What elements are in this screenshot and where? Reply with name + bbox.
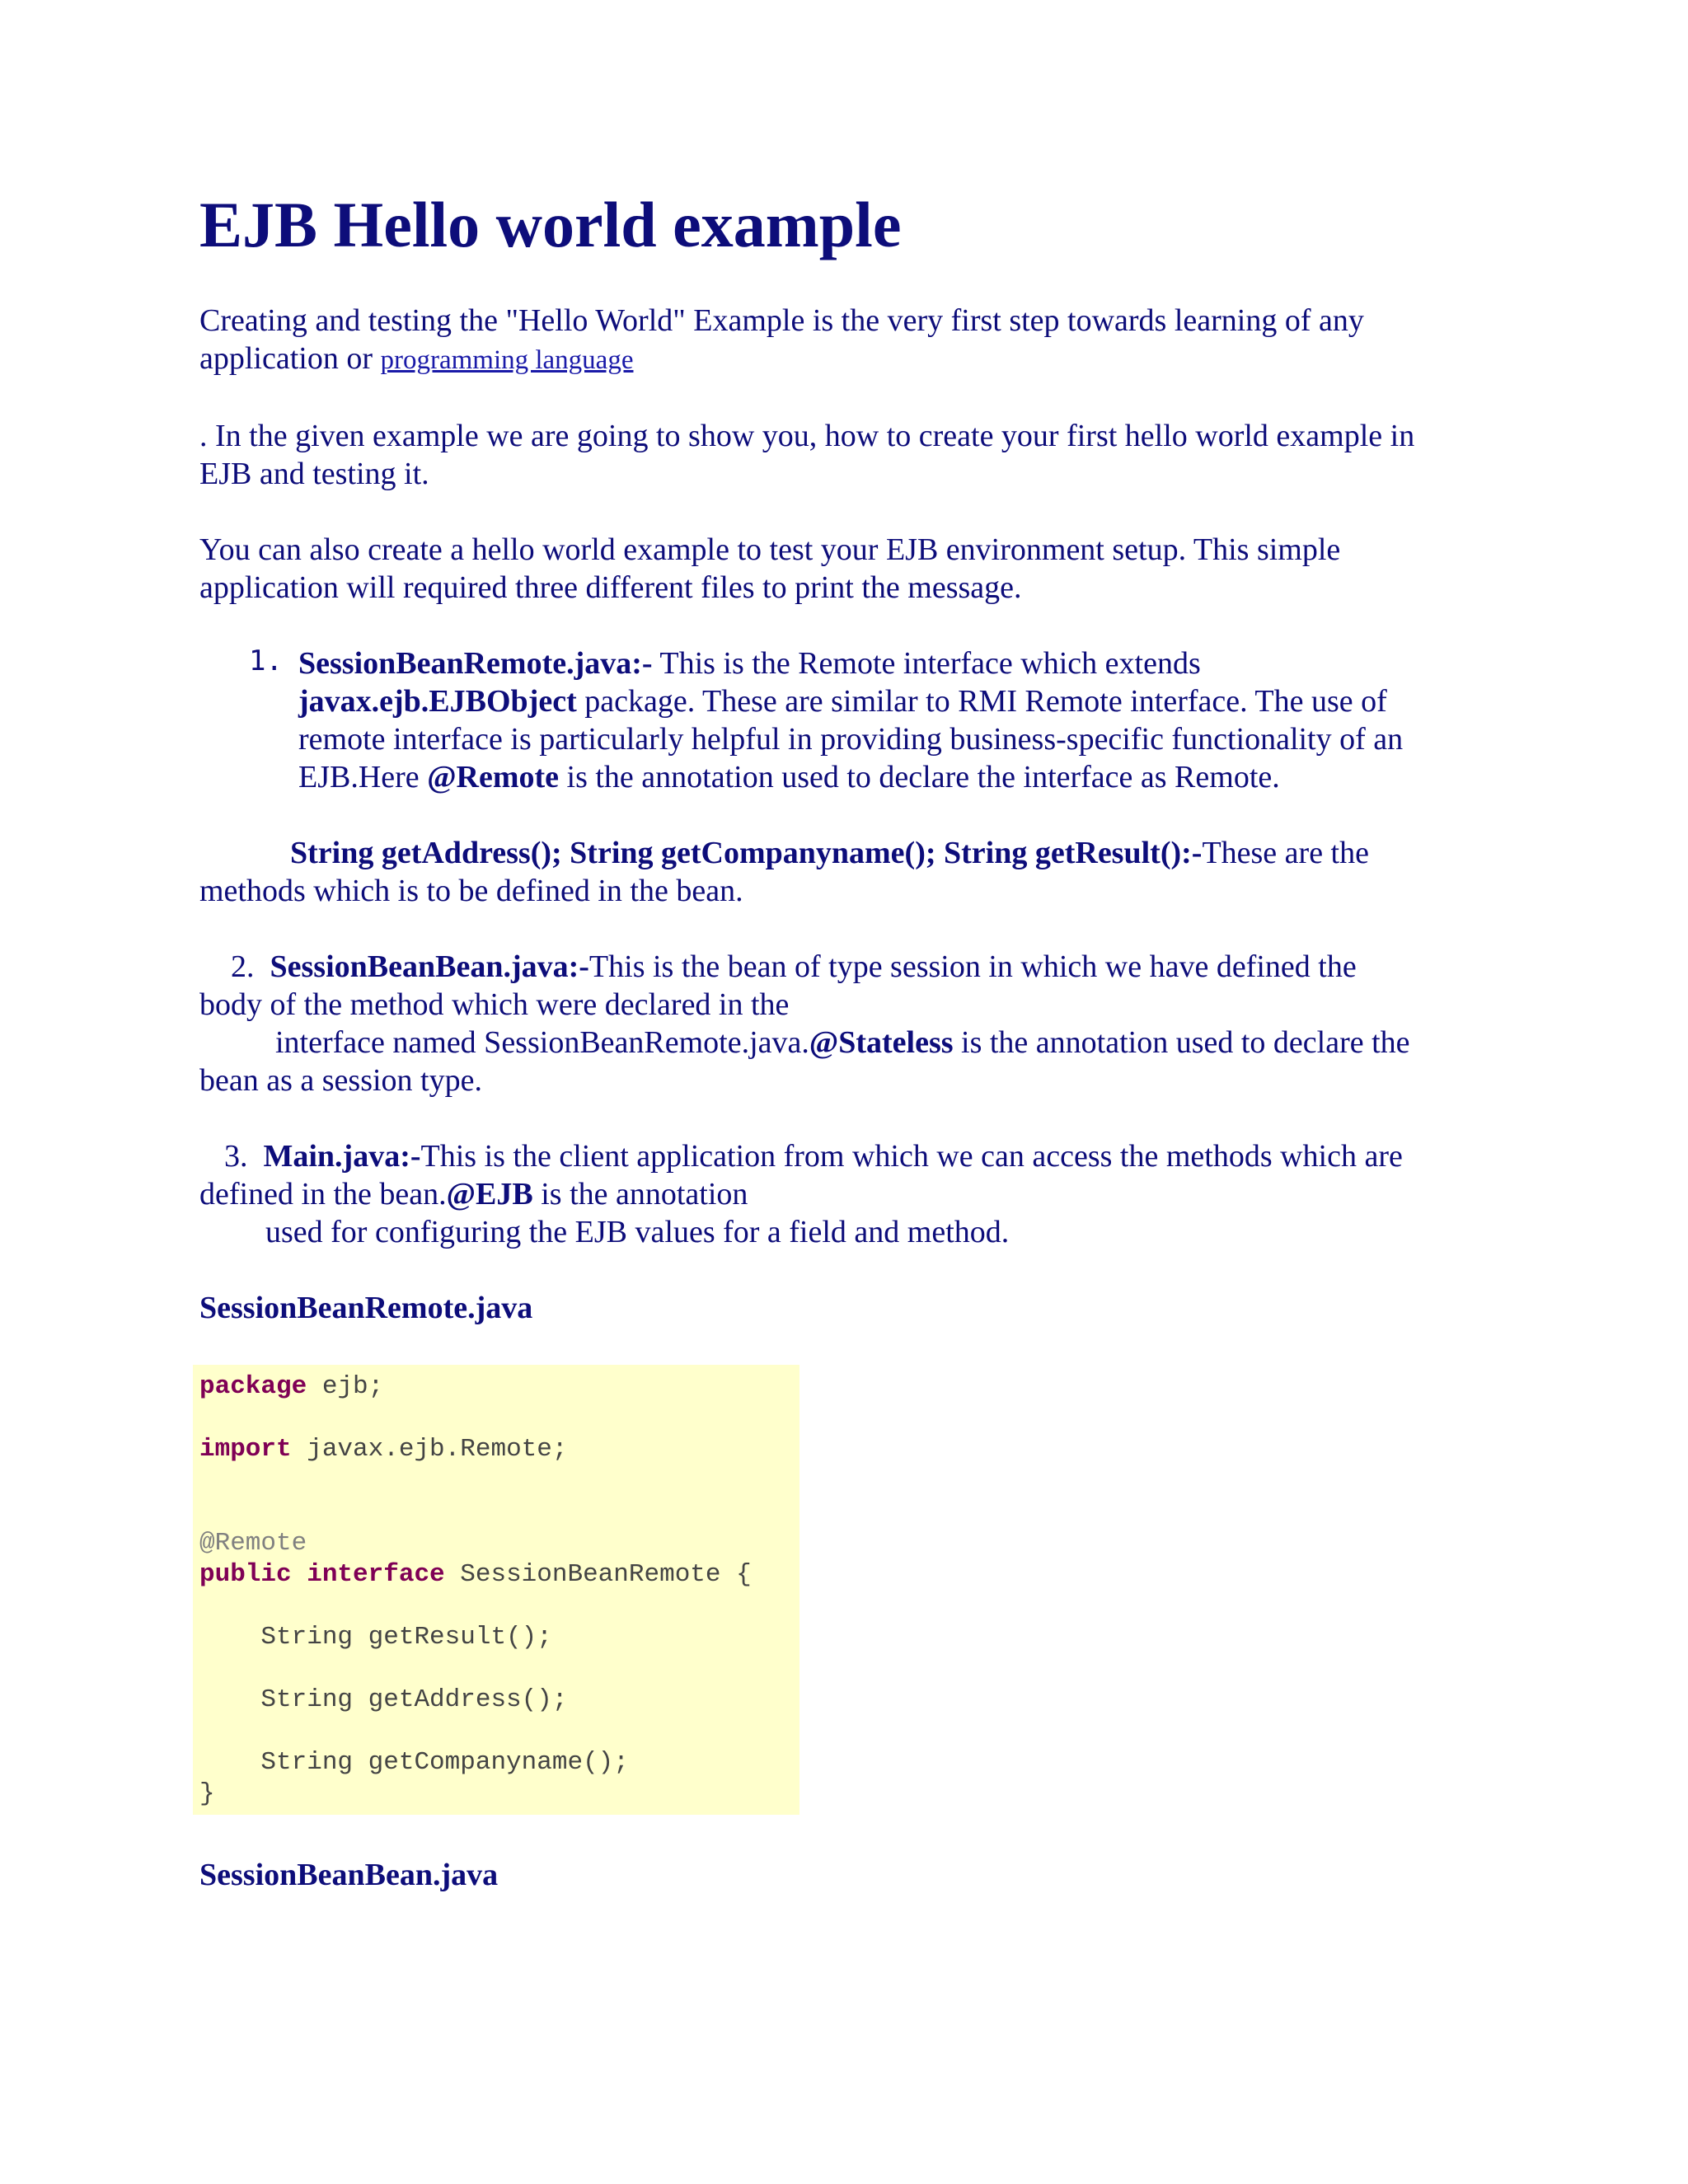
intro-paragraph <box>199 302 1493 379</box>
code-line-interface: public interface SessionBeanRemote { <box>199 1559 752 1589</box>
section-heading-bean: SessionBeanBean.java <box>199 1857 499 1892</box>
intro-continuation <box>199 417 1493 493</box>
page-title: EJB Hello world example <box>199 189 902 260</box>
setup-paragraph <box>199 531 1493 607</box>
code-line-annotation: @Remote <box>199 1528 307 1558</box>
item1-remote-annotation: @Remote <box>427 759 560 794</box>
intro-line-4: EJB and testing it. <box>199 456 429 491</box>
list-number-2: 2. <box>231 949 255 984</box>
list-number-1: 1. <box>249 644 283 677</box>
intro-line-1: Creating and testing the "Hello World" Example is the very first step towards learning of any <box>199 302 1364 338</box>
programming-language-link[interactable]: programming language <box>380 344 634 375</box>
code-line-import: import javax.ejb.Remote; <box>199 1434 568 1464</box>
item3-ejb-annotation: @EJB <box>446 1176 533 1212</box>
setup-line-1: You can also create a hello world example to test your EJB environment setup. This simple <box>199 532 1341 567</box>
code-line-close: } <box>199 1779 215 1808</box>
signatures-bold: String getAddress(); String getCompanyname(); String getResult():- <box>290 835 1203 870</box>
item2-stateless-annotation: @Stateless <box>809 1024 954 1060</box>
item2-filename: SessionBeanBean.java:- <box>270 949 589 984</box>
code-line-getcompanyname: String getCompanyname(); <box>199 1747 629 1777</box>
item3-filename: Main.java:- <box>263 1138 421 1174</box>
code-block <box>193 1365 799 1815</box>
intro-text: application or <box>199 340 381 376</box>
list-item-3: 3. Main.java:-This is the client application from which we can access the methods which are defined in the bean.@EJB is the annotation used for configuring the EJB values for a field and method. <box>199 1138 1403 1249</box>
intro-line-3: . In the given example we are going to show you, how to create your first hello world example in <box>199 418 1415 453</box>
code-line-getaddress: String getAddress(); <box>199 1685 568 1714</box>
method-signatures: String getAddress(); String getCompanyname(); String getResult():-These are the methods which is to be defined in the bean. <box>199 835 1369 908</box>
section-heading-remote: SessionBeanRemote.java <box>199 1290 533 1325</box>
code-line-package: package ejb; <box>199 1371 384 1401</box>
document-page <box>199 190 1493 1932</box>
item1-ejbobject: javax.ejb.EJBObject <box>298 683 577 719</box>
list-number-3: 3. <box>224 1138 248 1174</box>
setup-line-2: application will required three different files to print the message. <box>199 569 1022 605</box>
item1-filename: SessionBeanRemote.java:- <box>298 645 653 681</box>
list-item-1: 1. SessionBeanRemote.java:- This is the Remote interface which extends javax.ejb.EJBObject package. These are similar to RMI Remote interface. The use of remote interface is particularly helpful in providing business-specific functionality of an EJB.Here @Remote is the annotation used to declare the interface as Remote. <box>249 644 1404 794</box>
list-item-2: 2. SessionBeanBean.java:-This is the bean of type session in which we have defined the body of the method which were declared in the interface named SessionBeanRemote.java.@Stateless is the annotation used to declare the bean as a session type. <box>199 949 1410 1098</box>
code-line-getresult: String getResult(); <box>199 1622 552 1652</box>
intro-line-2 <box>199 340 1493 379</box>
